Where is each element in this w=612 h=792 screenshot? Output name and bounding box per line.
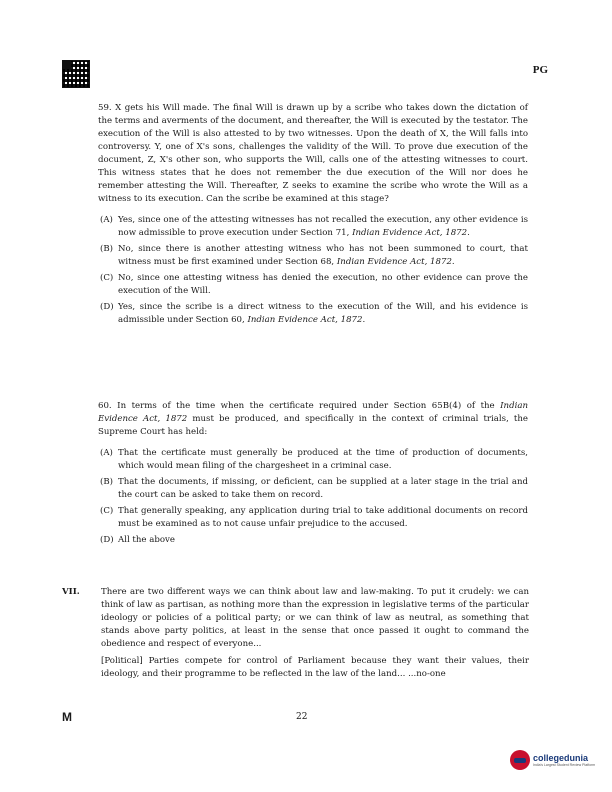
question-number: 59. [98, 103, 112, 113]
question-text: X gets his Will made. The final Will is drawn up by a scribe who takes down the dictation of the terms and averments of the document, and thereafter, the Will is executed by the testator. The execution of the Will is also attested to by two witnesses. Upon the death of X, the Will falls into controversy. Y, one of X's sons, challenges the validity of the Will. To prove due execution of the document, Z, X's other son, who supports the Will, calls one of the attesting witnesses to court. This witness states that he does not remember the due execution of the Will nor does he remember attesting the Will. Thereafter, Z seeks to examine the scribe who wrote the Will as a witness to its execution. Can the scribe be examined at this stage? [98, 103, 528, 204]
passage-paragraph: [Political] Parties compete for control of Parliament because they want their values, their ideology, and their programme to be reflected in the law of the land... ...no-one [101, 656, 529, 679]
option-c: (C) That generally speaking, any application during trial to take additional documents on record must be examined as to not cause unfair prejudice to the accused. [100, 506, 528, 529]
collegedunia-logo: collegedunia India's Largest Student Review Platform [510, 750, 595, 770]
question-number: 60. [98, 401, 112, 411]
question-59 [98, 102, 528, 327]
option-d: (D) All the above [100, 535, 175, 545]
option-a: (A) Yes, since one of the attesting witnesses has not recalled the execution, any other evidence is now admissible to prove execution under Section 71, Indian Evidence Act, 1872. [100, 215, 528, 238]
series-mark: M [62, 710, 72, 724]
qr-code [62, 60, 90, 88]
options-59 [100, 214, 528, 327]
option-c: (C) No, since one attesting witness has denied the execution, no other evidence can prove the execution of the Will. [100, 273, 528, 296]
option-b: (B) No, since there is another attesting witness who has not been summoned to court, that witness must be first examined under Section 68, Indian Evidence Act, 1872. [100, 244, 528, 267]
mascot-icon [510, 750, 530, 770]
options-60 [100, 447, 528, 547]
option-b: (B) That the documents, if missing, or deficient, can be supplied at a later stage in the trial and the court can be asked to take them on record. [100, 477, 528, 500]
paper-code: PG [532, 64, 548, 76]
section-number: VII. [62, 587, 80, 597]
option-d: (D) Yes, since the scribe is a direct witness to the execution of the Will, and his evidence is admissible under Section 60, Indian Evidence Act, 1872. [100, 302, 528, 325]
section-vii [62, 586, 529, 685]
option-a: (A) That the certificate must generally be produced at the time of production of documents, which would mean filing of the chargesheet in a criminal case. [100, 448, 528, 471]
passage-paragraph: There are two different ways we can think about law and law-making. To put it crudely: we can think of law as partisan, as nothing more than the expression in legislative terms of the particular ideology or policies of a political party; or we can think of law as neutral, as something that stands above party politics, at least in the sense that once passed it ought to command the obedience and respect of everyone... [101, 587, 529, 649]
question-60: 60. In terms of the time when the certificate required under Section 65B(4) of the Indian Evidence Act, 1872 must be produced, and specifically in the context of criminal trials, the Supreme Court has held: (A) That the certificate must generally be produced at the time of production of documents, which would mean filing of the chargesheet in a criminal case. (B) That the documents, if missing, or deficient, can be supplied at a later stage in the trial and the court can be asked to take them on record. (C) That generally speaking, any application during trial to take additional documents on record must be examined as to not cause unfair prejudice to the accused. (D) All the above [98, 401, 528, 545]
page-number: 22 [296, 712, 308, 722]
